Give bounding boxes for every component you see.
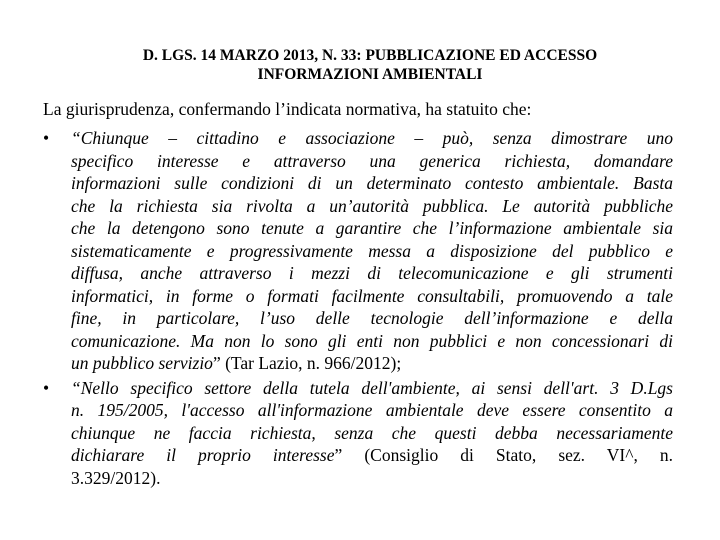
bullet-item-consiglio-di-stato [43, 377, 673, 490]
bullet-icon: • [43, 377, 50, 398]
quote-line: “Chiunque – cittadino e associazione – può, senza dimostrare uno [71, 128, 673, 148]
quote-line-with-citation: dichiarare il proprio interesse” (Consiglio di Stato, sez. VI^, n. [71, 445, 673, 465]
citation: ” (Tar Lazio, n. 966/2012); [212, 353, 402, 373]
quote-line: specifico interesse e attraverso una generica richiesta, domandare [71, 150, 673, 171]
title-line-2: INFORMAZIONI AMBIENTALI [257, 66, 483, 83]
quote-line: informazioni sulle condizioni di un determinato contesto ambientale. Basta [71, 173, 673, 193]
quote-line: che la detengono sono tenute a garantire che l’informazione ambientale sia [71, 218, 673, 238]
bullet-list [43, 127, 673, 491]
bullet-item-tar-lazio [43, 127, 673, 375]
bullet-icon: • [43, 128, 50, 148]
quote-line: “Nello specifico settore della tutela dell'ambiente, ai sensi dell'art. 3 D.Lgs [71, 377, 673, 398]
intro-text: La giurisprudenza, confermando l’indicata normativa, ha statuito che: [43, 99, 532, 119]
quote-line: informatici, in forme o formati facilmente consultabili, promuovendo a tale [71, 285, 673, 306]
citation: ” (Consiglio di Stato, sez. VI^, n. [334, 445, 673, 465]
citation-continuation: 3.329/2012). [71, 467, 161, 488]
quote-line: comunicazione. Ma non lo sono gli enti non pubblici e non concessionari di [71, 330, 673, 351]
quote-line: chiunque ne faccia richiesta, senza che questi debba necessariamente [71, 422, 673, 443]
quote-line: che la richiesta sia rivolta a un’autorità pubblica. Le autorità pubbliche [71, 195, 673, 216]
quote-line: fine, in particolare, l’uso delle tecnologie dell’informazione e della [71, 308, 673, 328]
slide-title [60, 46, 680, 84]
quote-line: n. 195/2005, l'accesso all'informazione ambientale deve essere consentito a [71, 400, 673, 420]
title-line-1: D. LGS. 14 MARZO 2013, N. 33: PUBBLICAZIONE ED ACCESSO [142, 47, 598, 64]
quote-line-with-citation: un pubblico servizio” (Tar Lazio, n. 966/2012); [71, 353, 402, 373]
quote-line: sistematicamente e progressivamente messa a disposizione del pubblico e [71, 240, 673, 261]
quote-line: diffusa, anche attraverso i mezzi di telecomunicazione e gli strumenti [71, 263, 673, 283]
